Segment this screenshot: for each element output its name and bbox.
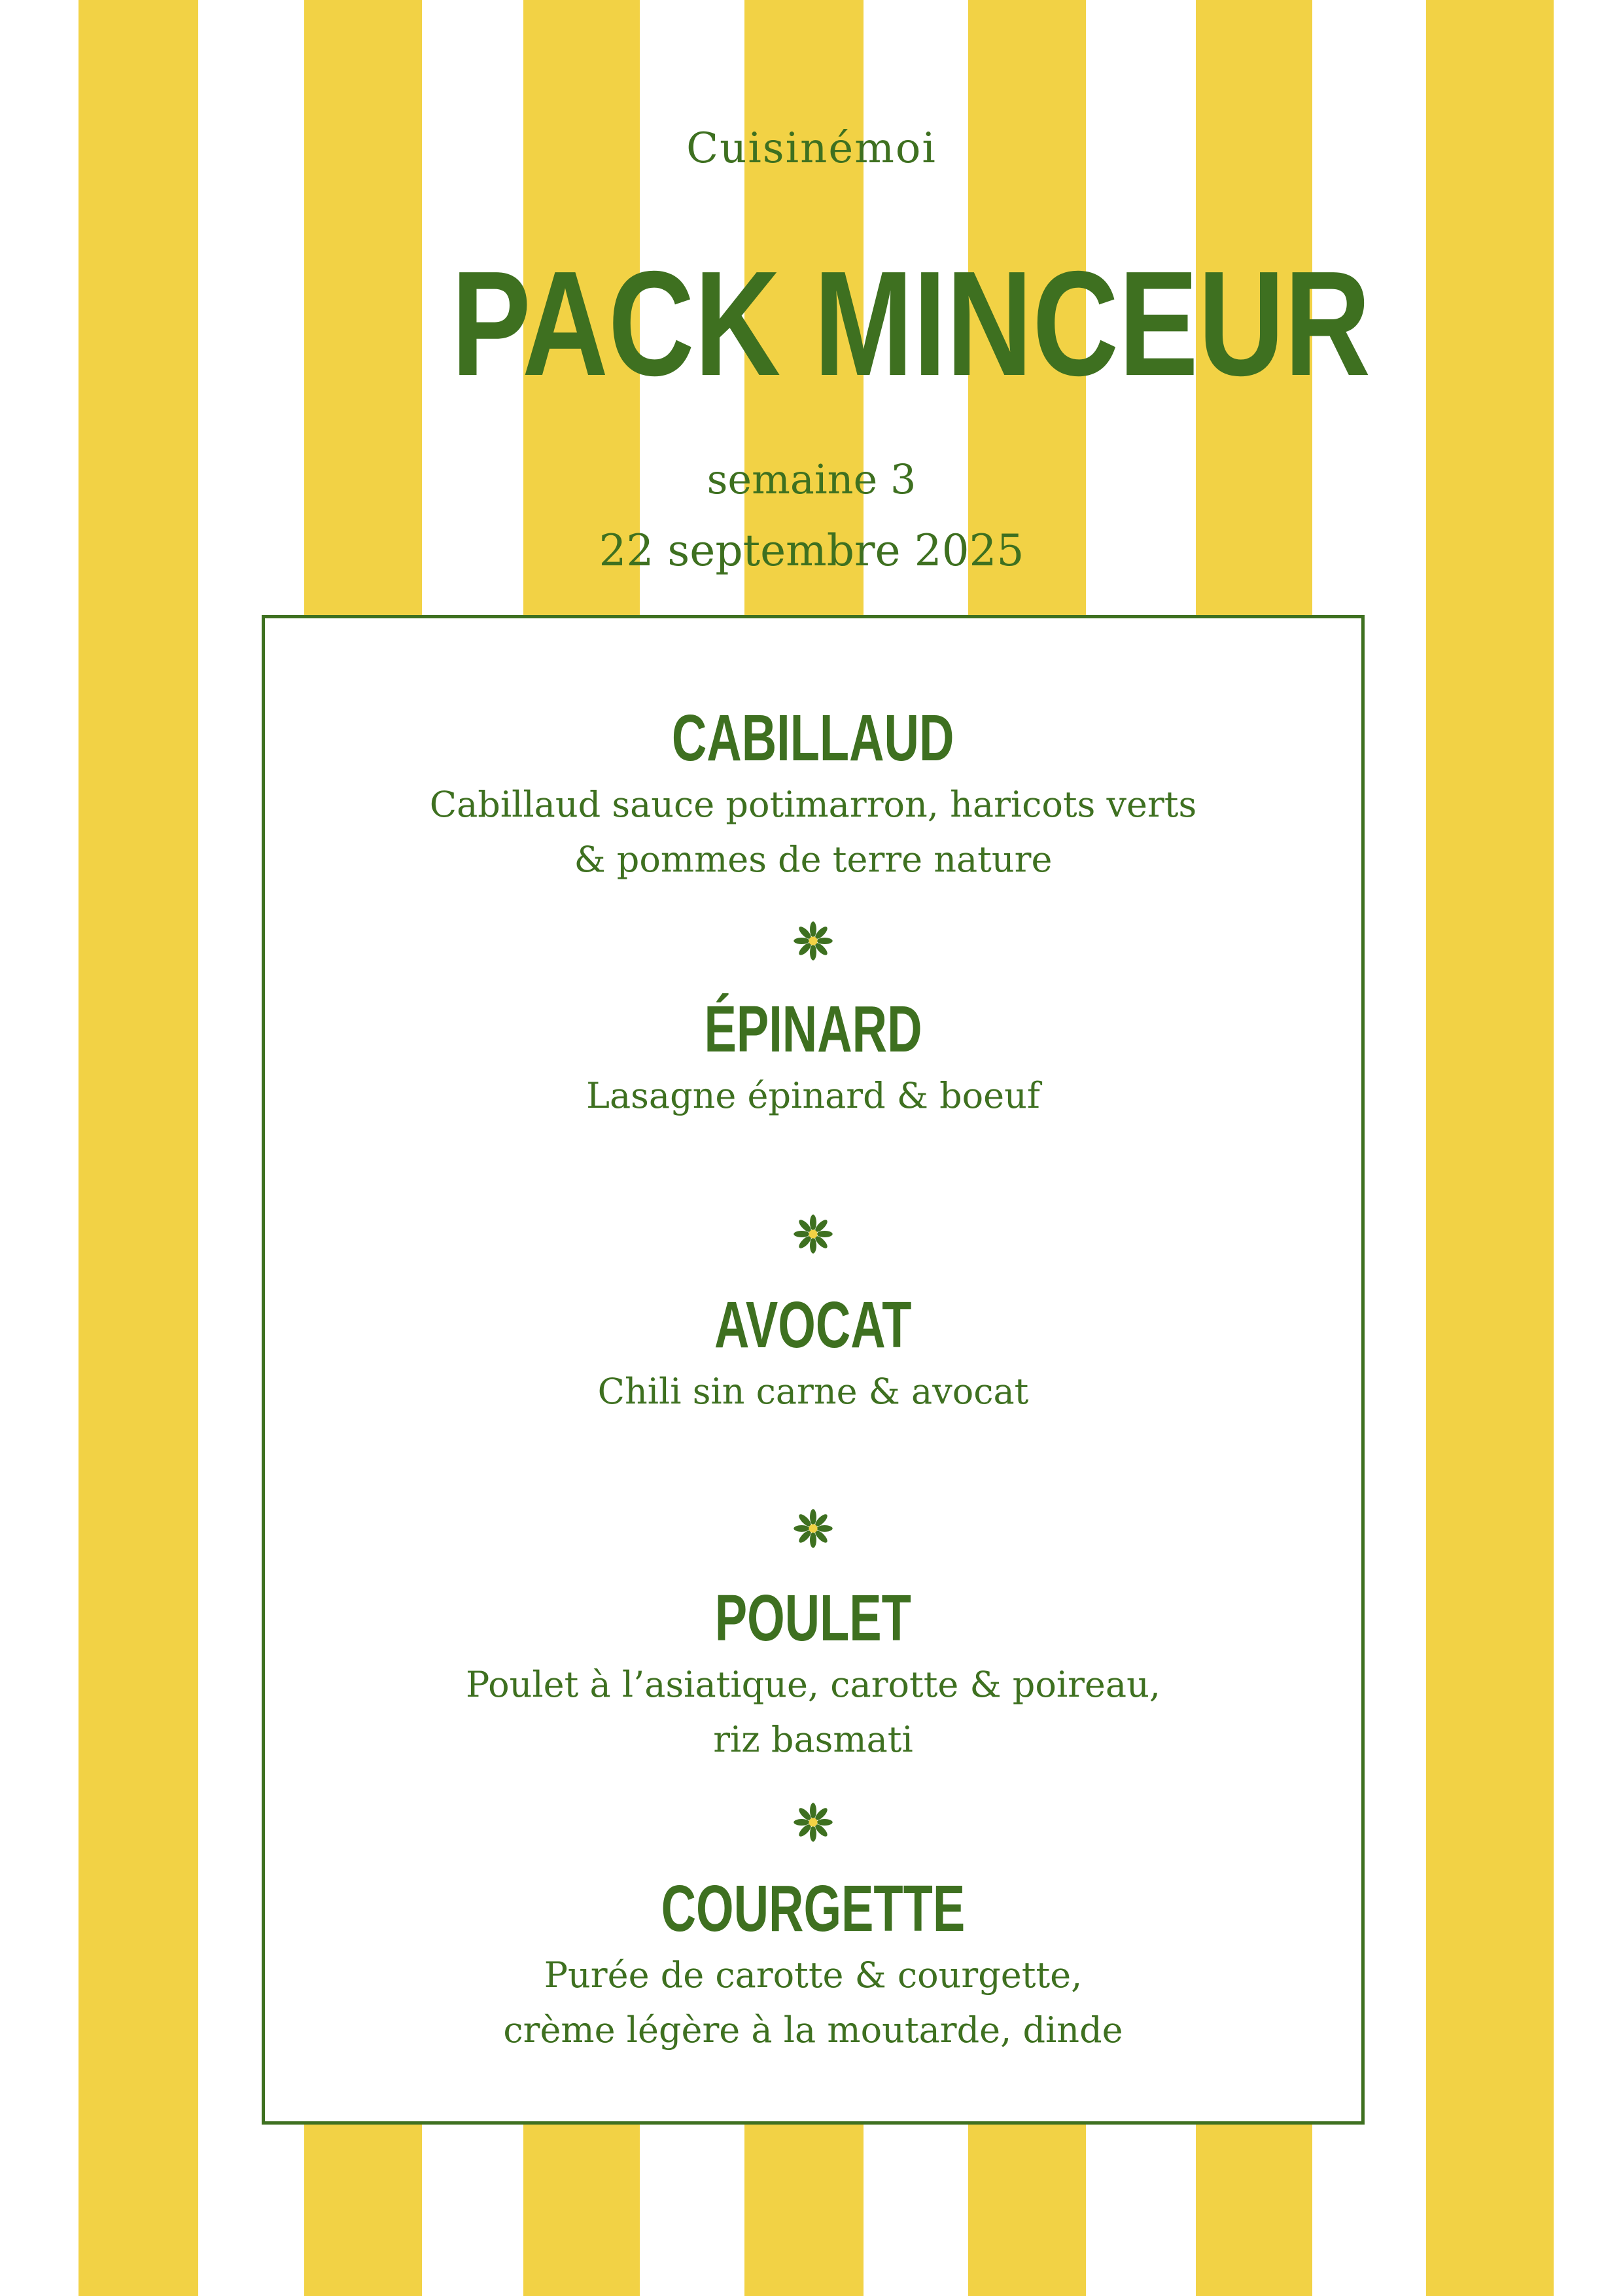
dish-title: COURGETTE <box>661 1872 966 1945</box>
menu-header <box>0 0 1623 609</box>
flower-icon <box>792 1507 835 1550</box>
dish-description-line: riz basmati <box>713 1719 913 1760</box>
dish-poulet <box>265 1579 1361 1767</box>
dish-courgette <box>265 1869 1361 2058</box>
dish-description-line: Lasagne épinard & boeuf <box>586 1075 1040 1116</box>
dish-description-line: Cabillaud sauce potimarron, haricots verts <box>429 784 1197 825</box>
week-label: semaine 3 <box>707 455 916 503</box>
dish-description-line: crème légère à la moutarde, dinde <box>503 2009 1123 2051</box>
dish-description-line: & pommes de terre nature <box>574 839 1053 880</box>
flower-icon <box>792 919 835 963</box>
brand-name: Cuisinémoi <box>686 124 937 173</box>
dish-title: ÉPINARD <box>704 993 922 1066</box>
flower-icon <box>792 1801 835 1844</box>
dish-epinard <box>265 990 1361 1123</box>
dish-title: CABILLAUD <box>672 701 954 775</box>
dish-description-line: Chili sin carne & avocat <box>597 1371 1029 1412</box>
page-title: PACK MINCEUR <box>451 241 1371 407</box>
dish-description-line: Poulet à l’asiatique, carotte & poireau, <box>465 1664 1161 1705</box>
dish-cabillaud <box>265 699 1361 887</box>
dish-description-line: Purée de carotte & courgette, <box>544 1954 1083 1996</box>
menu-card <box>262 615 1365 2125</box>
dish-title: AVOCAT <box>714 1288 912 1362</box>
dish-title: POULET <box>714 1581 912 1655</box>
dish-avocat <box>265 1286 1361 1419</box>
flower-icon <box>792 1212 835 1256</box>
menu-date: 22 septembre 2025 <box>599 525 1024 576</box>
